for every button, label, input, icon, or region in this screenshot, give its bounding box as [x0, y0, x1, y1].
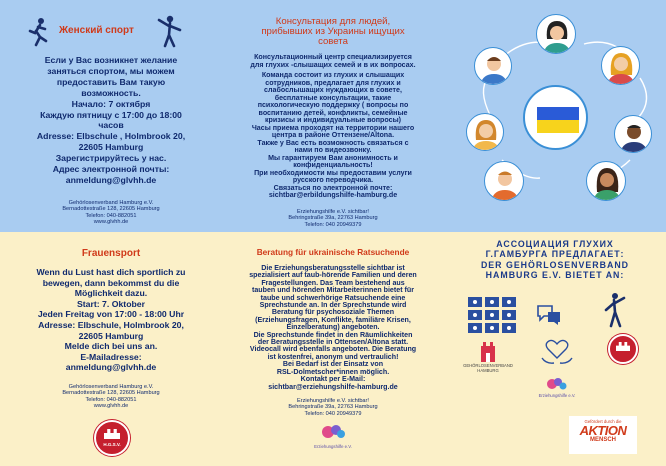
glv-hamburg-logo: [479, 340, 497, 362]
panel-title: Консультация для людей, прибывших из Украины ищущих совета: [261, 16, 405, 47]
runner-icon: [24, 17, 52, 47]
panel-footer: Erziehungshilfe e.V. sichtbar! Behringstraße 39a, 22763 Hamburg Telefon: 040 20949379: [288, 398, 378, 417]
avatar-woman-top-right: [601, 46, 640, 85]
body-line: возможность.: [81, 87, 141, 98]
stretching-woman-icon: [155, 14, 185, 48]
hgsv-logo-small: [608, 334, 638, 364]
avatar-man-right: [614, 115, 652, 153]
panel-offers: [444, 232, 666, 466]
heart-hands-icon: [540, 336, 574, 366]
panel-body: [8, 55, 214, 186]
panel-title: Beratung für ukrainische Ratsuchende: [256, 247, 410, 257]
panel-womens-sport-ru: [0, 0, 222, 232]
panel-womens-sport-de: [0, 232, 222, 466]
erziehungshilfe-logo: [320, 423, 348, 445]
body-line: Если у Вас возникнет желание: [44, 55, 178, 65]
chat-bubbles-icon: [536, 304, 562, 326]
erziehungshilfe-logo: [546, 376, 568, 392]
glv-hamburg-logo-text: GEHÖRLOSENVERBAND HAMBURG: [463, 363, 513, 373]
erziehungshilfe-logo-text: Erziehungshilfe e.V.: [538, 393, 576, 398]
email-link[interactable]: anmeldung@glvhh.de: [65, 174, 157, 185]
sign-language-icon: [467, 296, 517, 334]
body-line: Каждую пятницу с 17:00 до 18:00: [40, 109, 182, 120]
panel-title: Frauensport: [81, 248, 141, 259]
association-heading: АССОЦИАЦИЯ ГЛУХИХ Г.ГАМБУРГА ПРЕДЛАГАЕТ: DER GEHÖRLOSENVERBAND HAMBURG E.V. BIETET AN:: [480, 239, 630, 281]
panel-footer: Erziehungshilfe e.V. sichtbar! Behringstraße 39a, 22763 Hamburg Telefon: 040 20949379: [288, 209, 378, 228]
body-line: Адрес электронной почты:: [52, 164, 170, 175]
email-link[interactable]: anmeldung@glvhh.de: [65, 362, 157, 373]
flag-blue-stripe: [537, 107, 579, 120]
avatar-man-top-left: [474, 47, 512, 85]
flag-yellow-stripe: [537, 120, 579, 133]
email-link[interactable]: sichtbar@erziehungshilfe-hamburg.de: [268, 382, 398, 391]
panel-footer: Gehörlosenverband Hamburg e.V. Bernadottestraße 128, 22605 Hamburg Telefon: 040-882051 www.glvhh.de: [8, 200, 214, 225]
body-line: Adresse: Elbschule , Holmbrook 20,: [36, 131, 186, 142]
panel-people-network: [444, 0, 666, 232]
erziehungshilfe-logo-text: Erziehungshilfe e.V.: [314, 444, 352, 449]
panel-body: Die Erziehungsberatungsstelle sichtbar ist spezialisiert auf taub-hörende Familien und deren Fragestellungen. Das Team bestehend aus tauben und hörenden Mitarbeiterinnen bietet für taube und schwerhörige Ratsuchende eine Sprechstunde an. In der Sprechstunde wird Beratung für psychosoziale Themen (Erziehungsfragen, Konflikte, familiäre Krisen, Einzelberatung) angeboten. Die Sprechstunde findet in den Räumlichkeiten der Beratungsstelle in Ottensen/Altona statt. Videocall wird ebenfalls angeboten. Die Beratung ist kostenfrei, anonym und vertraulich! Bei Bedarf ist der Einsatz von RSL-Dolmetscher*innen möglich. Kontakt per E-Mail: sichtbar@erziehungshilfe-hamburg.de: [228, 265, 438, 391]
body-line: Начало: 7 октября: [71, 98, 151, 109]
panel-body: Команда состоит из глухих и слышащих сотрудников, предлагает для глухих и слабослышащих нуждающих в совете, бесплатные консультации, такие психологическую поддержку ( вопросы по воспитанию детей, конфликты, семейные кризисы и индивидуальные вопросы) Часы приема проходят на территории нашего центра в районе Оттензене/Altona. Также у Вас есть возможность связаться с нами по видеозвонку. Мы гарантируем Вам анонимность и конфиденциальность! При необходимости мы предоставим услуги русского переводчика. Связаться по электронной почте: sichtbar@erbildungshilfe-hamburg.de: [228, 72, 438, 200]
body-line: 22605 Hamburg: [78, 142, 144, 153]
panel-body: Wenn du Lust hast dich sportlich zu bewegen, dann bekommst du die Möglichkeit dazu. Start: 7. Oktober Jeden Freitag von 17:00 - 18:00 Uhr Adresse: Elbschule, Holmbrook 20, 22605 Hamburg Melde dich bei uns an. E-Mailadresse: anmeldung@glvhh.de: [6, 267, 216, 373]
ukraine-flag-circle: [523, 85, 588, 150]
panel-footer: Gehörlosenverband Hamburg e.V. Bernadottestraße 128, 22605 Hamburg Telefon: 040-882051 www.glvhh.de: [6, 384, 216, 409]
avatar-woman-bottom-right: [586, 161, 626, 201]
body-line: предоставить Вам такую: [56, 76, 166, 87]
avatar-woman-top: [536, 14, 576, 54]
panel-title: Женский спорт: [59, 25, 134, 36]
panel-consultation-ru: [222, 0, 444, 232]
exercise-woman-icon: [602, 292, 628, 328]
website-link[interactable]: www.glvhh.de: [93, 218, 129, 225]
email-link[interactable]: sichtbar@erbildungshilfe-hamburg.de: [268, 191, 398, 199]
panel-consultation-de: [222, 232, 444, 466]
website-link[interactable]: www.glvhh.de: [93, 402, 129, 409]
aktion-mensch-logo: Gefördert durch die AKTION MENSCH: [569, 416, 637, 454]
body-line: часов: [98, 120, 124, 131]
panel-intro: Консультационный центр специализируется для глухих -слышащих семей и в их вопросах.: [250, 53, 416, 69]
avatar-woman-left: [466, 113, 504, 151]
avatar-man-bottom-left: [484, 161, 524, 201]
hgsv-logo: H.G.S.V.: [94, 420, 130, 456]
body-line: Зарегистрируйтесь у нас.: [55, 153, 167, 164]
body-line: заняться спортом, мы можем: [47, 65, 175, 76]
